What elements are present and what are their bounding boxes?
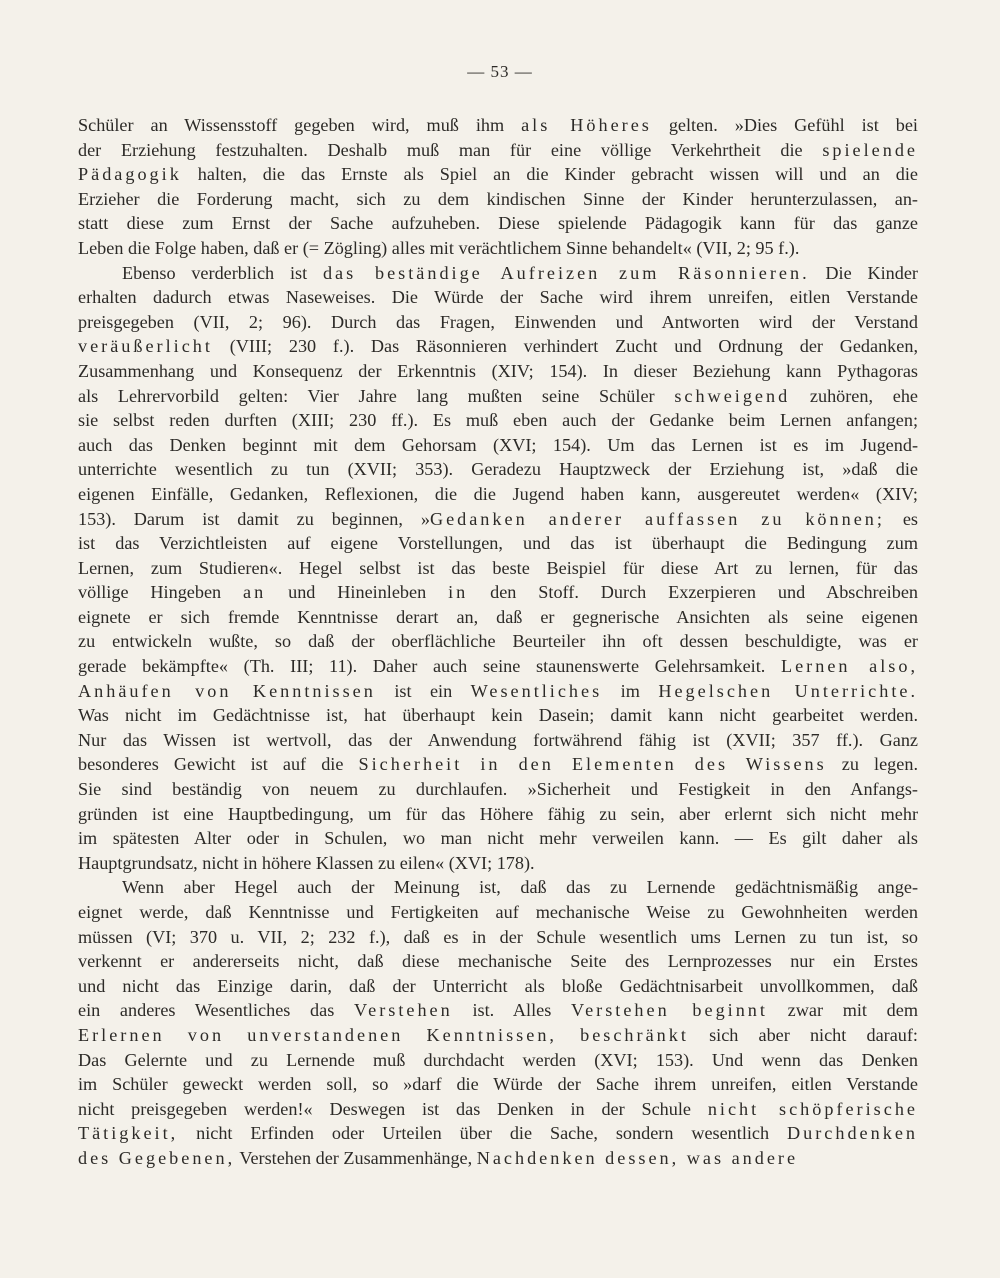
text-line — [78, 162, 918, 187]
text-run: im — [602, 680, 659, 701]
text-line — [78, 457, 918, 482]
spaced-emphasis: Tätigkeit, — [78, 1123, 179, 1144]
spaced-emphasis: in — [448, 582, 469, 603]
spaced-emphasis: Verstehen beginnt — [570, 1000, 768, 1021]
text-run: müssen (VI; 370 u. VII, 2; 232 f.), daß es in der Schule wesentlich ums Lernen zu tun ist, so — [78, 926, 918, 947]
text-run: unterrichte wesentlich zu tun (XVII; 353). Geradezu Hauptzweck der Erziehung ist, »daß die — [78, 459, 918, 480]
spaced-emphasis: Verstehen — [354, 1000, 453, 1021]
spaced-emphasis: Wesentliches — [470, 680, 603, 701]
text-run: den Stoff. Durch Exzerpieren und Abschreiben — [468, 582, 918, 603]
text-line — [78, 925, 918, 950]
text-run: auch das Denken beginnt mit dem Gehorsam (XVI; 154). Um das Lernen ist es im Jugend- — [78, 434, 918, 455]
text-run: und nicht das Einzige darin, daß der Unterricht als bloße Gedächtnisarbeit unvollkommen, daß — [78, 975, 918, 996]
text-run: sie selbst reden durften (XIII; 230 ff.). Es muß eben auch der Gedanke beim Lernen anfangen; — [78, 410, 918, 431]
spaced-emphasis: schweigend — [674, 385, 791, 406]
text-run: statt diese zum Ernst der Sache aufzuheben. Diese spielende Pädagogik kann für das ganze — [78, 213, 918, 234]
text-run: der Erziehung festzuhalten. Deshalb muß man für eine völlige Verkehrtheit die — [78, 139, 823, 160]
spaced-emphasis: Anhäufen von Kenntnissen — [78, 680, 376, 701]
text-line — [78, 679, 918, 704]
spaced-emphasis: als Höheres — [521, 115, 652, 135]
text-run: und Hineinleben — [266, 582, 449, 603]
text-run: Was nicht im Gedächtnisse ist, hat überhaupt kein Dasein; damit kann nicht gearbeitet werden. — [78, 705, 918, 726]
text-line — [78, 408, 918, 433]
text-run: 153). Darum ist damit zu beginnen, » — [78, 508, 430, 529]
text-line — [78, 580, 918, 605]
spaced-emphasis: Hegelschen Unterrichte. — [658, 680, 918, 701]
text-line — [78, 482, 918, 507]
text-run: nicht Erfinden oder Urteilen über die Sache, sondern wesentlich — [178, 1123, 788, 1144]
text-line — [78, 556, 918, 581]
text-line — [78, 1146, 918, 1171]
text-line — [78, 1023, 918, 1048]
page-number: — 53 — — [467, 62, 533, 81]
text-line — [78, 359, 918, 384]
spaced-emphasis: das beständige Aufreizen zum Räsonnieren. — [322, 262, 810, 283]
text-run: gelten. »Dies Gefühl ist bei — [651, 115, 918, 135]
body-text — [78, 113, 918, 1171]
text-line — [78, 531, 918, 556]
text-run: gerade bekämpfte« (Th. III; 11). Daher auch seine staunenswerte Gelehrsamkeit. — [78, 656, 781, 677]
text-line — [78, 703, 918, 728]
text-run: Sie sind beständig von neuem zu durchlaufen. »Sicherheit und Festigkeit in den Anfangs- — [78, 779, 918, 800]
text-run: besonderes Gewicht ist auf die — [78, 754, 359, 775]
text-run: Zusammenhang und Konsequenz der Erkenntnis (XIV; 154). In dieser Beziehung kann Pythagoras — [78, 360, 918, 381]
text-run: halten, die das Ernste als Spiel an die Kinder gebracht wissen will und an die — [181, 164, 918, 185]
text-run: Nur das Wissen ist wertvoll, das der Anwendung fortwährend fähig ist (XVII; 357 ff.). Ganz — [78, 729, 918, 750]
text-run: gründen ist eine Hauptbedingung, um für das Höhere fähig zu sein, aber erlernt sich nicht mehr — [78, 803, 918, 824]
spaced-emphasis: nicht schöpferische — [707, 1098, 918, 1119]
text-line — [78, 334, 918, 359]
text-line — [78, 802, 918, 827]
text-run: ist ein — [375, 680, 471, 701]
text-line — [78, 285, 918, 310]
text-run: völlige Hingeben — [78, 582, 244, 603]
text-run: Wenn aber Hegel auch der Meinung ist, daß das zu Lernende gedächtnismäßig ange- — [122, 877, 918, 898]
text-line — [78, 384, 918, 409]
text-line — [78, 949, 918, 974]
spaced-emphasis: des Gegebenen, — [78, 1147, 236, 1168]
text-run: verkennt er andererseits nicht, daß diese mechanische Seite des Lernprozesses nur ein Erstes — [78, 951, 918, 972]
text-run: sich aber nicht darauf: — [688, 1024, 918, 1045]
spaced-emphasis: Pädagogik — [78, 164, 182, 185]
text-line — [78, 211, 918, 236]
text-run: Lernen, zum Studieren«. Hegel selbst ist das beste Beispiel für diese Art zu lernen, für das — [78, 557, 918, 578]
text-line — [78, 974, 918, 999]
text-run: erhalten dadurch etwas Naseweises. Die Würde der Sache wird ihrem unreifen, eitlen Verstande — [78, 287, 918, 308]
text-line — [78, 654, 918, 679]
text-run: Hauptgrundsatz, nicht in höhere Klassen zu eilen« (XVI; 178). — [78, 852, 535, 873]
text-line — [78, 187, 918, 212]
text-run: Erzieher die Forderung macht, sich zu dem kindischen Sinne der Kinder herunterzulassen, an- — [78, 188, 918, 209]
text-run: eignete er sich fremde Kenntnisse derart an, daß er gegnerische Ansichten als seine eigenen — [78, 606, 918, 627]
text-run: es — [884, 508, 918, 529]
text-line — [78, 113, 918, 138]
text-line — [78, 851, 918, 876]
text-line — [78, 752, 918, 777]
text-run: (VIII; 230 f.). Das Räsonnieren verhindert Zucht und Ordnung der Gedanken, — [212, 336, 918, 357]
text-run: zwar mit dem — [767, 1000, 918, 1021]
spaced-emphasis: veräußerlicht — [78, 336, 213, 357]
text-line — [78, 777, 918, 802]
spaced-emphasis: Erlernen von unverstandenen Kenntnissen, beschränkt — [78, 1024, 689, 1045]
text-run: im Schüler geweckt werden soll, so »darf die Würde der Sache ihrem unreifen, eitlen Verstande — [78, 1074, 918, 1095]
text-run: Schüler an Wissensstoff gegeben wird, muß ihm — [78, 115, 522, 135]
spaced-emphasis: Gedanken anderer auffassen zu können; — [429, 508, 885, 529]
spaced-emphasis: Lernen also, — [780, 656, 919, 677]
text-run: Verstehen der Zusammenhänge, — [235, 1147, 477, 1168]
text-run: zu entwickeln wußte, so daß der oberflächliche Beurteiler ihn oft dessen beschuldigte, was er — [78, 631, 918, 652]
text-run: ist das Verzichtleisten auf eigene Vorstellungen, und das ist überhaupt die Bedingung zum — [78, 533, 918, 554]
text-line — [78, 236, 918, 261]
text-run: zu legen. — [826, 754, 918, 775]
spaced-emphasis: Nachdenken dessen, was andere — [476, 1147, 799, 1168]
text-run: eigenen Einfälle, Gedanken, Reflexionen, die die Jugend haben kann, ausgereutet werden« (XIV; — [78, 483, 918, 504]
text-line — [78, 900, 918, 925]
text-line — [78, 629, 918, 654]
text-run: ist. Alles — [452, 1000, 571, 1021]
text-run: preisgegeben (VII, 2; 96). Durch das Fragen, Einwenden und Antworten wird der Verstand — [78, 311, 918, 332]
text-line — [78, 507, 918, 532]
text-line — [78, 1097, 918, 1122]
text-line — [78, 998, 918, 1023]
text-run: als Lehrervorbild gelten: Vier Jahre lang mußten seine Schüler — [78, 385, 675, 406]
text-line — [78, 728, 918, 753]
text-run: im spätesten Alter oder in Schulen, wo man nicht mehr verweilen kann. — Es gilt daher als — [78, 828, 918, 849]
text-run: Die Kinder — [809, 262, 918, 283]
text-line — [78, 1048, 918, 1073]
text-line — [78, 605, 918, 630]
spaced-emphasis: an — [243, 582, 267, 603]
text-run: ein anderes Wesentliches das — [78, 1000, 355, 1021]
text-line — [78, 826, 918, 851]
text-run: Leben die Folge haben, daß er (= Zögling) alles mit verächtlichem Sinne behandelt« (VII, 2; 95 f.). — [78, 237, 800, 258]
text-run: eignet werde, daß Kenntnisse und Fertigkeiten auf mechanische Weise zu Gewohnheiten werden — [78, 902, 918, 922]
text-line — [78, 875, 918, 900]
spaced-emphasis: spielende — [822, 139, 918, 160]
text-line — [78, 261, 918, 286]
spaced-emphasis: Sicherheit in den Elementen des Wissens — [358, 754, 827, 775]
text-run: zuhören, ehe — [790, 385, 918, 406]
text-line — [78, 1121, 918, 1146]
spaced-emphasis: Durchdenken — [787, 1123, 918, 1144]
text-run: Ebenso verderblich ist — [122, 262, 323, 283]
text-line — [78, 1072, 918, 1097]
text-line — [78, 138, 918, 163]
text-line — [78, 433, 918, 458]
text-run: Das Gelernte und zu Lernende muß durchdacht werden (XVI; 153). Und wenn das Denken — [78, 1049, 918, 1070]
text-line — [78, 310, 918, 335]
text-run: nicht preisgegeben werden!« Deswegen ist das Denken in der Schule — [78, 1098, 708, 1119]
